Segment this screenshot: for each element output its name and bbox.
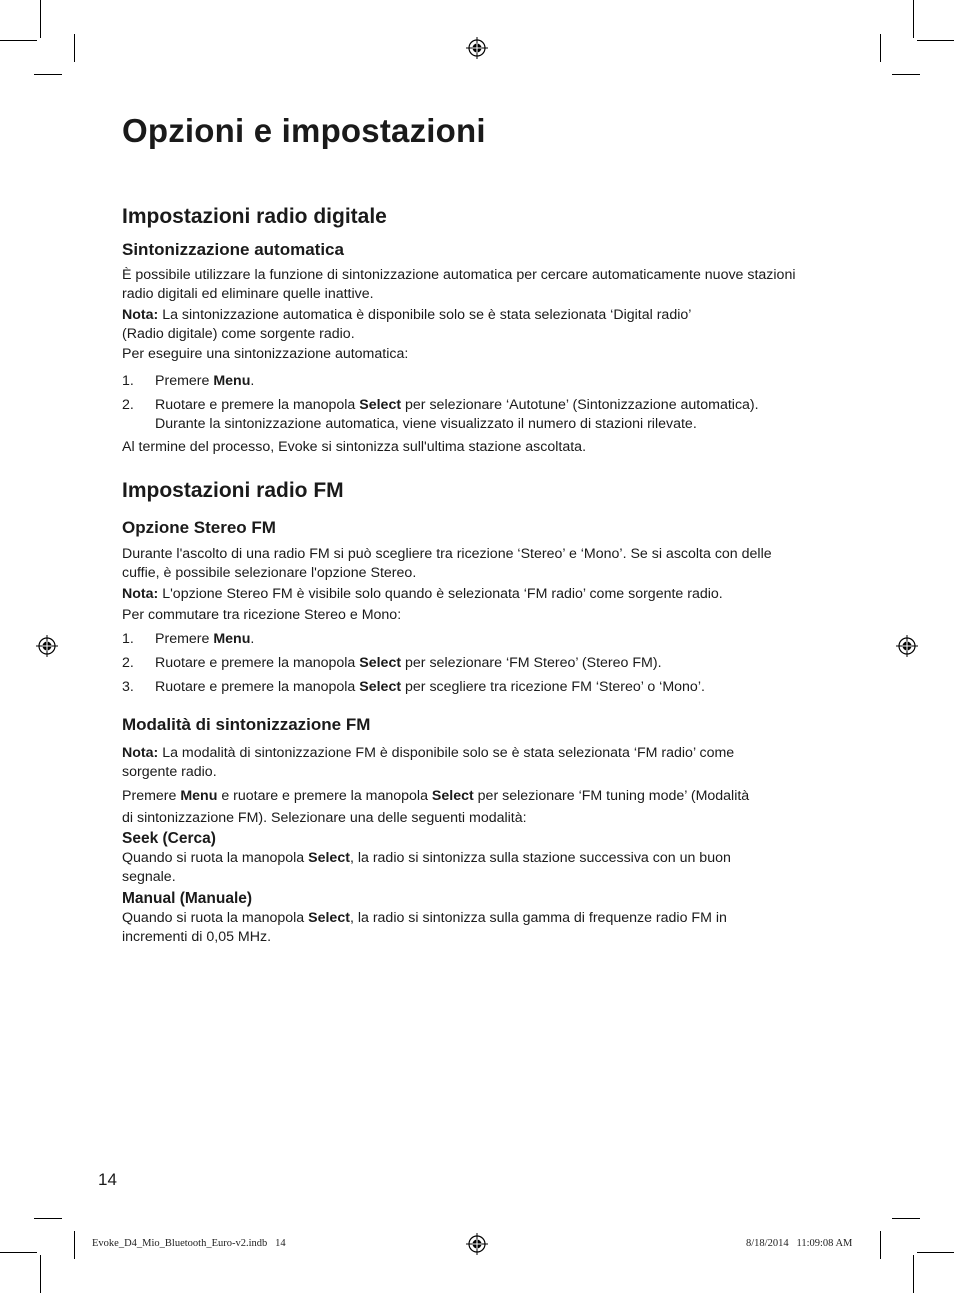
note-label: Nota: [122,307,159,323]
crop-mark [880,34,881,62]
section-heading-digital-radio: Impostazioni radio digitale [122,205,387,228]
crop-mark [34,74,62,75]
text: incrementi di 0,05 MHz. [122,929,272,945]
paragraph-seek [122,849,822,887]
text: cuffie, è possibile selezionare l'opzione Stereo. [122,565,417,581]
bold-text: Menu [180,788,218,804]
text: , la radio si sintonizza sulla gamma di frequenze radio FM in [349,910,727,926]
bold-text: Select [359,397,402,413]
crop-mark [0,1252,37,1253]
text: . [250,373,255,389]
list-number: 1. [122,631,134,647]
crop-mark [74,1231,75,1259]
list-text [155,654,825,673]
crop-mark [917,1252,954,1253]
paragraph-stereo-lead: Per commutare tra ricezione Stereo e Mono: [122,607,402,623]
crop-mark [34,1218,62,1219]
list-text [155,630,825,649]
list-text [155,372,825,391]
crop-mark [40,0,41,38]
note-text: sorgente radio. [122,764,217,780]
paragraph-autotune-lead: Per eseguire una sintonizzazione automatica: [122,346,409,362]
note-label: Nota: [122,586,159,602]
text: per scegliere tra ricezione FM ‘Stereo’ o ‘Mono’. [401,679,705,695]
registration-mark-icon [896,635,918,657]
note-text: (Radio digitale) come sorgente radio. [122,326,355,342]
text: Durante la sintonizzazione automatica, viene visualizzato il numero di stazioni rilevate. [155,416,697,432]
text: di sintonizzazione FM). Selezionare una delle seguenti modalità: [122,810,527,826]
subheading-fm-tuning-mode: Modalità di sintonizzazione FM [122,715,371,734]
footer-filename: Evoke_D4_Mio_Bluetooth_Euro-v2.indb 14 [92,1238,286,1249]
crop-mark [913,0,914,38]
bold-text: Select [308,910,350,926]
subheading-stereo-fm: Opzione Stereo FM [122,518,276,537]
text: Quando si ruota la manopola [122,850,309,866]
text: segnale. [122,869,176,885]
text: Premere [155,631,214,647]
bold-text: Menu [213,373,251,389]
bold-text: Menu [213,631,251,647]
paragraph-manual [122,909,822,947]
registration-mark-icon [466,37,488,59]
text: , la radio si sintonizza sulla stazione successiva con un buon [349,850,731,866]
registration-mark-icon [36,635,58,657]
bold-text: Select [359,679,402,695]
crop-mark [0,40,37,41]
page-number: 14 [98,1170,117,1189]
bold-text: Select [308,850,350,866]
footer-timestamp: 8/18/2014 11:09:08 AM [746,1238,853,1249]
note-text: La modalità di sintonizzazione FM è disponibile solo se è stata selezionata ‘FM radio’ come [158,745,735,761]
crop-mark [40,1255,41,1293]
list-text [155,396,825,434]
paragraph-fm-tuning [122,787,822,828]
list-number: 2. [122,655,134,671]
paragraph-stereo-intro [122,545,822,583]
crop-mark [917,40,954,41]
list-text [155,678,825,697]
text: Ruotare e premere la manopola [155,397,360,413]
text: per selezionare ‘Autotune’ (Sintonizzazione automatica). [401,397,759,413]
note-text: La sintonizzazione automatica è disponibile solo se è stata selezionata ‘Digital radio’ [158,307,692,323]
crop-mark [892,1218,920,1219]
registration-mark-icon [466,1233,488,1255]
note-text: L'opzione Stereo FM è visibile solo quando è selezionata ‘FM radio’ come sorgente radio. [158,586,723,602]
text: per selezionare ‘FM Stereo’ (Stereo FM). [401,655,662,671]
crop-mark [892,74,920,75]
text: . [250,631,255,647]
page-title: Opzioni e impostazioni [122,112,486,149]
bold-text: Select [431,788,474,804]
text: Ruotare e premere la manopola [155,679,360,695]
text: Premere [122,788,181,804]
text: Premere [155,373,214,389]
list-number: 2. [122,397,134,413]
paragraph-autotune-intro: È possibile utilizzare la funzione di sintonizzazione automatica per cercare automaticamente nuove stazioni radio digitali ed eliminare quelle inattive. [122,267,796,302]
section-heading-fm-radio: Impostazioni radio FM [122,479,344,502]
crop-mark [913,1255,914,1293]
text: Ruotare e premere la manopola [155,655,360,671]
text: Durante l'ascolto di una radio FM si può scegliere tra ricezione ‘Stereo’ e ‘Mono’. Se si ascolta con delle [122,546,772,562]
subheading-autotune: Sintonizzazione automatica [122,240,344,259]
list-number: 3. [122,679,134,695]
text: Quando si ruota la manopola [122,910,309,926]
note-fm-tuning [122,744,822,782]
subheading-manual: Manual (Manuale) [122,890,253,907]
text: e ruotare e premere la manopola [217,788,432,804]
note-label: Nota: [122,745,159,761]
bold-text: Select [359,655,402,671]
text: per selezionare ‘FM tuning mode’ (Modalità [473,788,750,804]
crop-mark [880,1231,881,1259]
subheading-seek: Seek (Cerca) [122,830,216,847]
list-number: 1. [122,373,134,389]
note-autotune [122,306,822,344]
note-stereo [122,585,822,604]
crop-mark [74,34,75,62]
paragraph-autotune-outro: Al termine del processo, Evoke si sintonizza sull'ultima stazione ascoltata. [122,439,587,455]
